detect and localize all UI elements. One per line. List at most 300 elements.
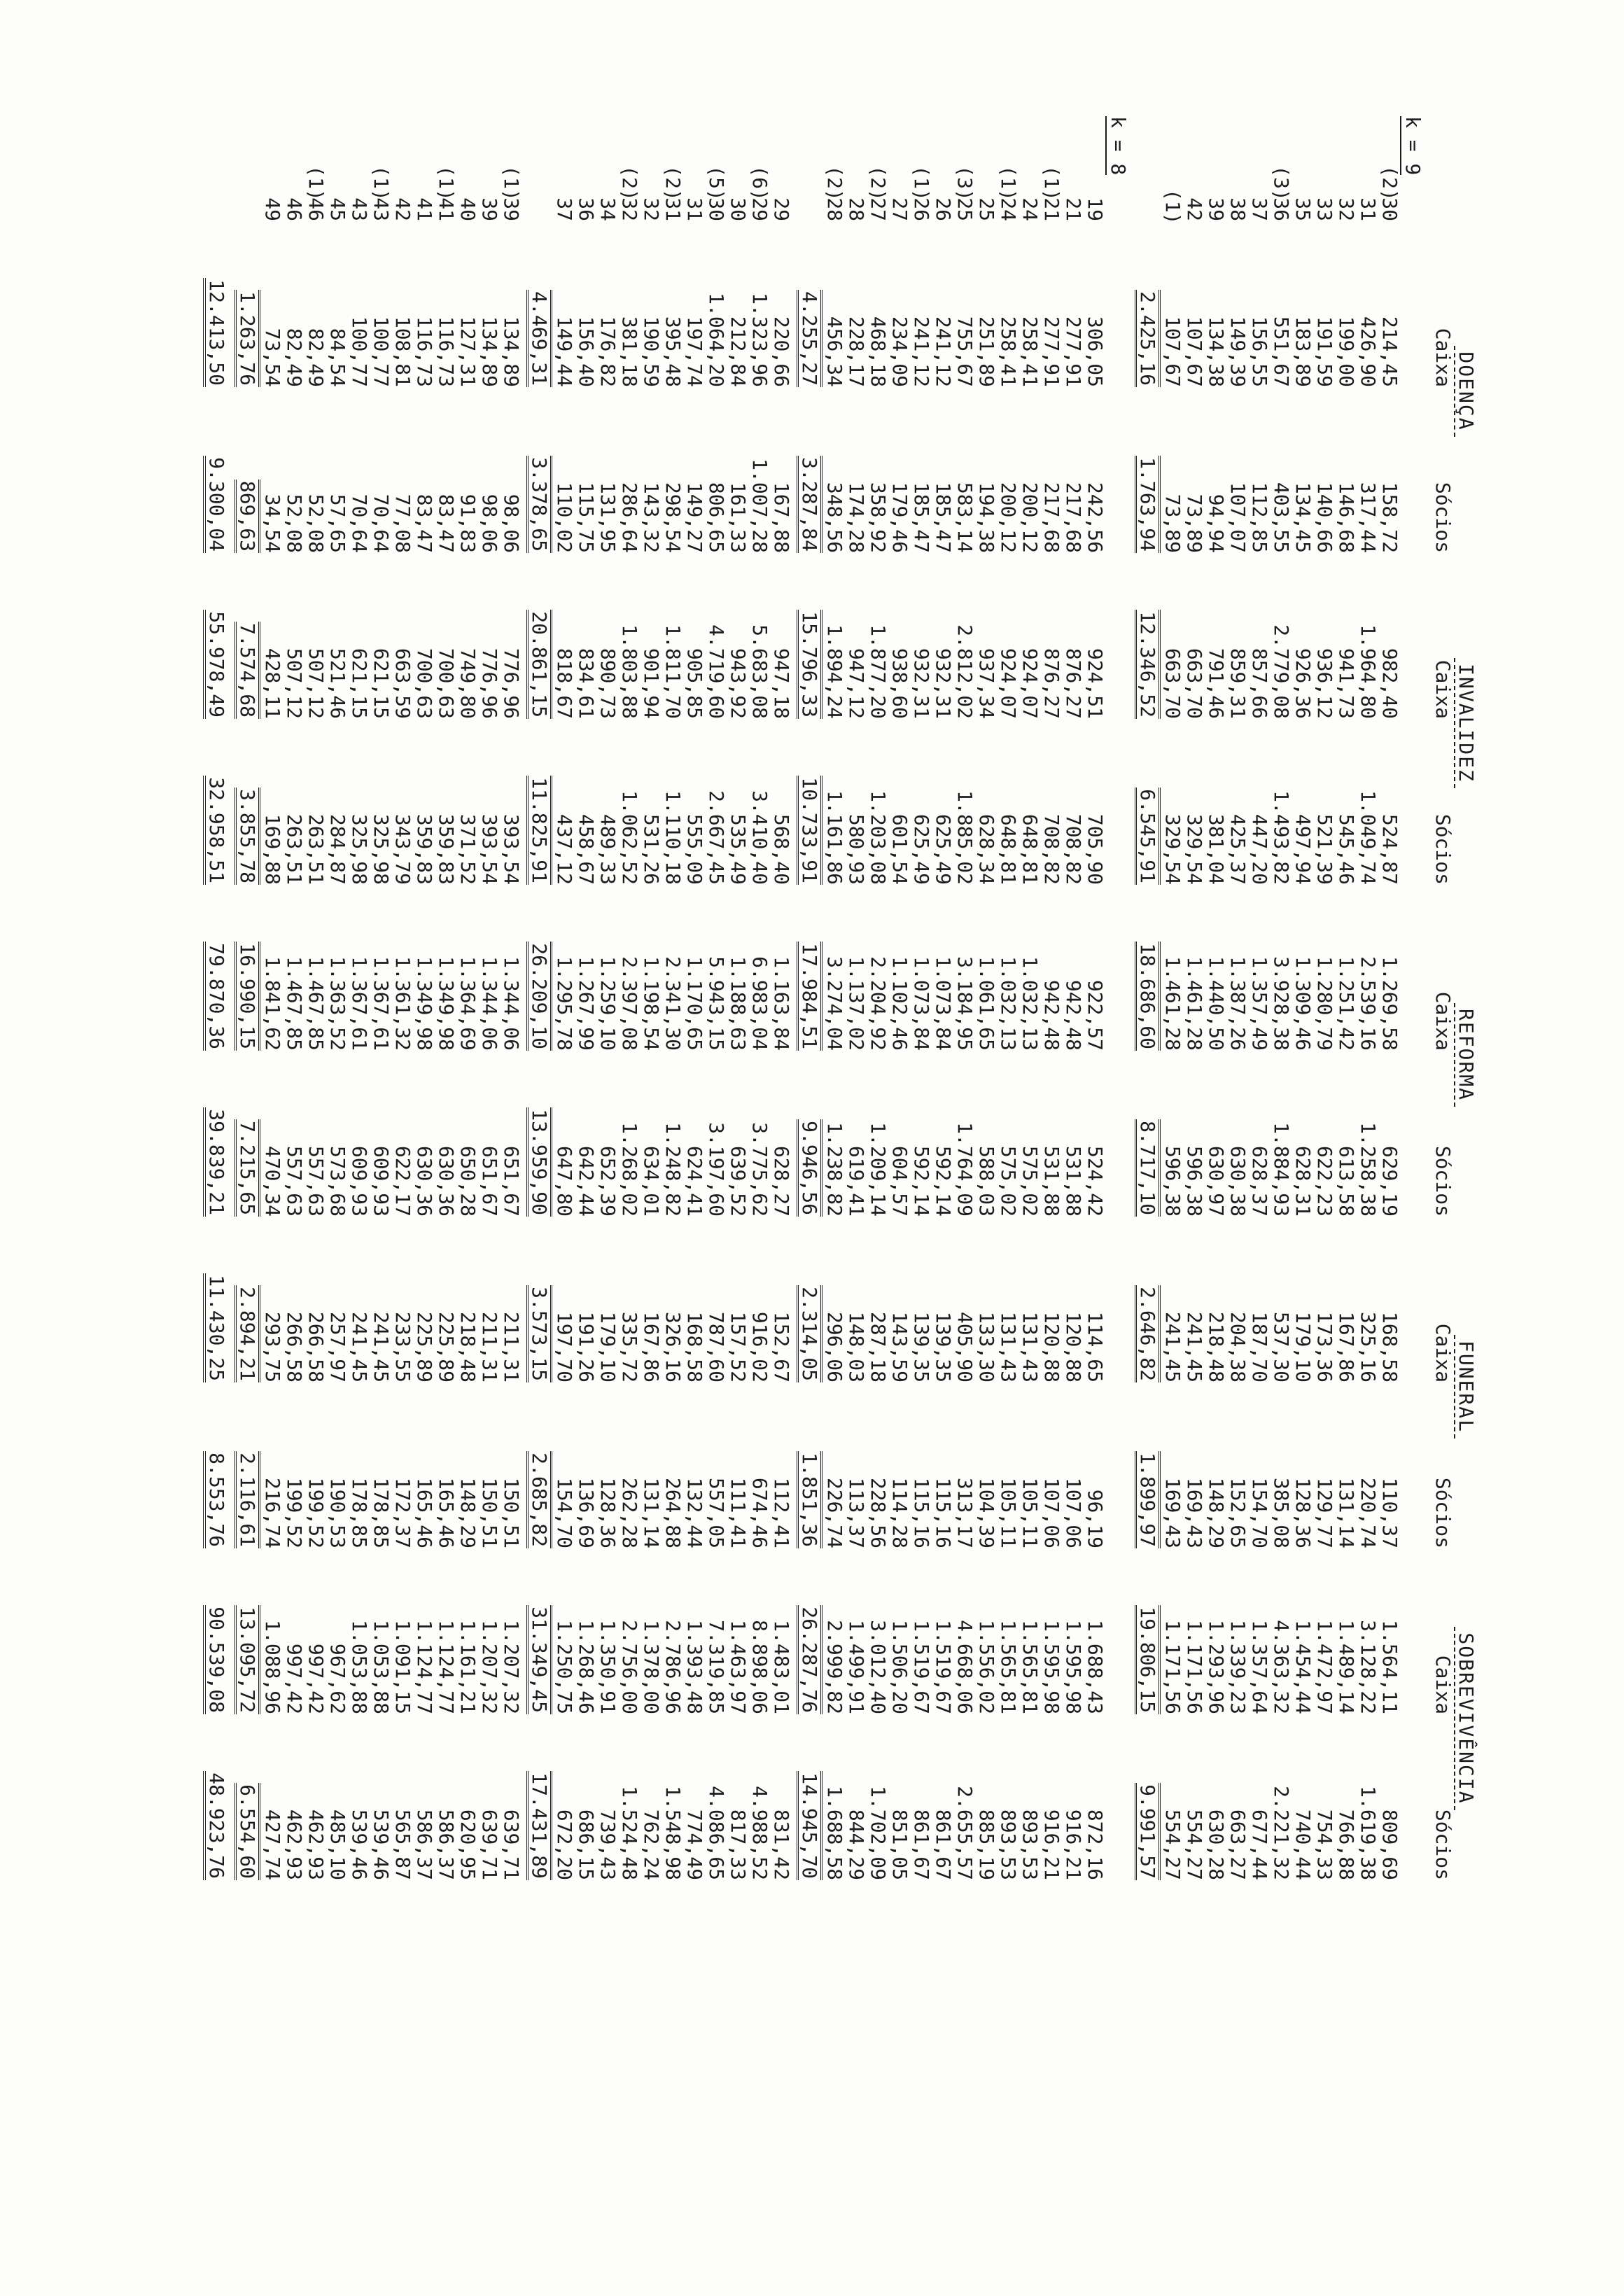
value-cell: 317,44 (1357, 482, 1380, 553)
value-cell: 326,16 (662, 1311, 685, 1382)
value-cell: 776,96 (478, 648, 501, 719)
subtotal-value: 2.314,05 (798, 1287, 821, 1381)
value-cell: 1.250,75 (553, 1620, 576, 1714)
subtotal-cell (792, 1221, 824, 1387)
value-cell: 149,39 (1226, 316, 1250, 387)
table-row (575, 112, 597, 1884)
value-cell: 1.964,80 (1357, 624, 1380, 719)
value-cell: 148,29 (1205, 1477, 1228, 1548)
value-cell: 539,46 (370, 1809, 393, 1880)
table-row (749, 112, 771, 1884)
value-cell: 105,11 (997, 1477, 1020, 1548)
value-cell: 7.319,85 (705, 1620, 728, 1714)
value-cell: 325,98 (370, 813, 393, 885)
value-cell: 3.184,95 (953, 956, 976, 1051)
value-cell: 277,91 (1040, 316, 1063, 387)
value-cell: 1.463,97 (727, 1620, 750, 1714)
value-cell: 648,81 (997, 813, 1020, 885)
row-id: 33 (1313, 197, 1336, 221)
value-cell: 131,43 (997, 1311, 1020, 1382)
value-cell: 1.885,02 (953, 790, 976, 885)
value-cell: 1.268,02 (618, 1122, 641, 1217)
value-cell: 1.171,56 (1161, 1620, 1184, 1714)
row-multiplier-note: (3) (1270, 165, 1293, 201)
value-cell: 134,89 (478, 316, 501, 387)
row-id: 28 (823, 197, 846, 221)
value-cell: 263,51 (304, 813, 328, 885)
value-cell: 104,39 (975, 1477, 998, 1548)
value-cell: 573,68 (326, 1145, 349, 1217)
value-cell: 2.204,92 (867, 956, 890, 1051)
group-title-sobrevivencia: SOBREVIVÊNCIA (1454, 1553, 1477, 1884)
value-cell: 169,88 (261, 813, 284, 885)
value-cell: 241,45 (1161, 1311, 1184, 1382)
value-cell: 890,73 (596, 648, 620, 719)
section-marker-label: k = 8 (1107, 116, 1130, 176)
value-cell: 220,66 (770, 316, 793, 387)
value-cell: 1.519,67 (910, 1620, 933, 1714)
value-cell: 1.803,88 (618, 624, 641, 719)
row-id: 28 (845, 197, 868, 221)
value-cell: 131,95 (596, 482, 620, 553)
value-cell: 1.091,15 (391, 1620, 414, 1714)
row-id: 30 (727, 197, 750, 221)
value-cell: 329,54 (1161, 813, 1184, 885)
table-row (1270, 112, 1292, 1884)
group-title-funeral: FUNERAL (1454, 1221, 1477, 1553)
value-cell: 708,82 (1040, 813, 1063, 885)
row-id-cell (771, 112, 792, 225)
value-cell: 893,53 (997, 1809, 1020, 1880)
value-cell: 393,54 (500, 813, 523, 885)
value-cell: 462,93 (304, 1809, 328, 1880)
value-cell: 1.467,85 (283, 956, 306, 1051)
value-cell: 932,31 (932, 648, 955, 719)
value-cell: 114,65 (1084, 1311, 1107, 1382)
subtotal-value: 11.825,91 (528, 777, 551, 883)
value-cell: 169,43 (1161, 1477, 1184, 1548)
grand-total-value: 48.923,76 (203, 1771, 227, 1880)
value-cell: 113,37 (845, 1477, 868, 1548)
value-cell: 359,83 (413, 813, 436, 885)
value-cell: 754,33 (1313, 1809, 1336, 1880)
value-cell: 111,41 (727, 1477, 750, 1548)
subtotal-cell (230, 723, 262, 889)
table-row (1084, 112, 1106, 1884)
value-cell: 191,59 (1313, 316, 1336, 387)
value-cell: 1.088,96 (261, 1620, 284, 1714)
table-row (824, 112, 846, 1884)
value-cell: 152,65 (1226, 1477, 1250, 1548)
value-cell: 677,44 (1248, 1809, 1271, 1880)
section-marker-label: k = 9 (1401, 116, 1424, 176)
value-cell: 766,88 (1335, 1809, 1358, 1880)
table-row (706, 112, 727, 1884)
value-cell: 942,48 (1040, 979, 1063, 1051)
value-cell: 647,80 (553, 1145, 576, 1217)
column-header: Sócios (1432, 482, 1455, 553)
value-cell: 234,09 (888, 316, 911, 387)
row-id: 43 (370, 197, 393, 221)
value-cell: 809,69 (1378, 1809, 1401, 1880)
value-cell: 1.268,46 (575, 1620, 598, 1714)
value-cell: 531,26 (640, 813, 663, 885)
row-id-cell (640, 112, 662, 225)
value-cell: 942,48 (1062, 979, 1085, 1051)
subtotal-value: 10.733,91 (798, 777, 821, 883)
subtotal-cell (1130, 1718, 1162, 1884)
value-cell: 947,12 (845, 648, 868, 719)
table-row (911, 112, 932, 1884)
subtotal-value: 1.899,97 (1136, 1452, 1159, 1547)
row-id: 46 (304, 197, 328, 221)
value-cell: 148,03 (845, 1311, 868, 1382)
value-cell: 5.683,08 (748, 624, 771, 719)
row-id: 19 (1084, 197, 1107, 221)
table-row (500, 112, 522, 1884)
subtotal-value: 3.855,78 (236, 789, 259, 883)
value-cell: 325,98 (348, 813, 371, 885)
value-cell: 943,92 (727, 648, 750, 719)
value-cell: 257,97 (326, 1311, 349, 1382)
row-id: 34 (596, 197, 620, 221)
grand-total-value: 12.413,50 (203, 278, 227, 387)
group-header-row (1454, 112, 1477, 1884)
row-id-cell (932, 112, 954, 225)
value-cell: 83,47 (435, 493, 458, 553)
subtotal-value: 2.425,16 (1136, 291, 1159, 386)
value-cell: 1.293,96 (1205, 1620, 1228, 1714)
value-cell: 1.595,98 (1040, 1620, 1063, 1714)
value-cell: 134,38 (1205, 316, 1228, 387)
table-row (262, 112, 284, 1884)
value-cell: 100,77 (348, 316, 371, 387)
value-cell: 154,70 (1248, 1477, 1271, 1548)
table-row (457, 112, 479, 1884)
column-header: Caixa (1432, 1655, 1455, 1714)
value-cell: 916,21 (1040, 1809, 1063, 1880)
section-marker-row (1401, 112, 1425, 1884)
value-cell: 149,44 (553, 316, 576, 387)
value-cell: 199,00 (1335, 316, 1358, 387)
value-cell: 639,71 (478, 1809, 501, 1880)
row-id-cell (284, 112, 305, 225)
row-id-cell (846, 112, 867, 225)
table-row (479, 112, 500, 1884)
row-id-cell (349, 112, 370, 225)
value-cell: 4.363,32 (1270, 1620, 1293, 1714)
value-cell: 859,31 (1226, 648, 1250, 719)
value-cell: 110,02 (553, 482, 576, 553)
value-cell: 128,36 (1292, 1477, 1315, 1548)
value-cell: 83,47 (413, 493, 436, 553)
subtotal-cell (792, 889, 824, 1055)
value-cell: 190,53 (326, 1477, 349, 1548)
value-cell: 1.124,77 (413, 1620, 436, 1714)
value-cell: 306,05 (1084, 316, 1107, 387)
value-cell: 672,20 (553, 1809, 576, 1880)
value-cell: 507,12 (283, 648, 306, 719)
value-cell: 277,91 (1062, 316, 1085, 387)
row-id-cell (597, 112, 619, 225)
row-id-cell (1314, 112, 1336, 225)
subtotal-value: 2.116,61 (236, 1452, 259, 1547)
value-cell: 3.197,60 (705, 1122, 728, 1217)
row-multiplier-note: (1) (1040, 165, 1063, 201)
subtotal-cell (522, 1387, 554, 1553)
value-cell: 200,12 (997, 482, 1020, 553)
value-cell: 84,54 (326, 328, 349, 387)
value-cell: 105,11 (1018, 1477, 1042, 1548)
subtotal-label-cell (792, 112, 824, 225)
value-cell: 592,14 (910, 1145, 933, 1217)
value-cell: 470,34 (261, 1145, 284, 1217)
contributions-table (203, 112, 1477, 1884)
value-cell: 52,08 (283, 493, 306, 553)
value-cell: 1.877,20 (867, 624, 890, 719)
value-cell: 179,10 (1292, 1311, 1315, 1382)
row-id: 27 (888, 197, 911, 221)
value-cell: 628,31 (1292, 1145, 1315, 1217)
value-cell: 174,28 (845, 482, 868, 553)
value-cell: 225,89 (435, 1311, 458, 1382)
value-cell: 967,62 (326, 1643, 349, 1714)
value-cell: 1.350,91 (596, 1620, 620, 1714)
value-cell: 1.472,97 (1313, 1620, 1336, 1714)
table-row (662, 112, 684, 1884)
row-id: 26 (910, 197, 933, 221)
value-cell: 131,14 (1335, 1477, 1358, 1548)
row-id-cell (262, 112, 284, 225)
value-cell: 774,49 (683, 1809, 706, 1880)
value-cell: 77,08 (391, 493, 414, 553)
row-id-cell (1379, 112, 1401, 225)
subtotal-value: 2.685,82 (528, 1452, 551, 1547)
value-cell: 997,42 (283, 1643, 306, 1714)
value-cell: 1.053,88 (370, 1620, 393, 1714)
value-cell: 242,56 (1084, 482, 1107, 553)
subtotal-cell (1130, 557, 1162, 723)
value-cell: 1.163,84 (770, 956, 793, 1051)
value-cell: 1.595,98 (1062, 1620, 1085, 1714)
subtotal-value: 4.469,31 (528, 291, 551, 386)
value-cell: 1.524,48 (618, 1786, 641, 1880)
value-cell: 156,40 (575, 316, 598, 387)
value-cell: 834,61 (575, 648, 598, 719)
group-title-doenca: DOENÇA (1454, 225, 1477, 557)
table-row (1227, 112, 1249, 1884)
value-cell: 3.274,04 (823, 956, 846, 1051)
table-row (1205, 112, 1227, 1884)
subtotal-value: 13.095,72 (236, 1606, 259, 1713)
row-id: 25 (953, 197, 976, 221)
value-cell: 700,63 (435, 648, 458, 719)
subtotal-cell (230, 889, 262, 1055)
row-id: 49 (261, 197, 284, 221)
subtotal-cell (230, 1221, 262, 1387)
value-cell: 818,67 (553, 648, 576, 719)
value-cell: 150,51 (478, 1477, 501, 1548)
value-cell: 639,52 (727, 1145, 750, 1217)
value-cell: 787,60 (705, 1311, 728, 1382)
value-cell: 169,43 (1183, 1477, 1206, 1548)
value-cell: 663,70 (1183, 648, 1206, 719)
value-cell: 1.506,20 (888, 1620, 911, 1714)
subtotal-value: 12.346,52 (1136, 611, 1159, 718)
value-cell: 154,70 (553, 1477, 576, 1548)
subtotal-cell (230, 1553, 262, 1718)
subtotal-cell (522, 723, 554, 889)
value-cell: 134,45 (1292, 482, 1315, 553)
value-cell: 70,64 (370, 493, 393, 553)
value-cell: 521,46 (326, 648, 349, 719)
value-cell: 639,71 (500, 1809, 523, 1880)
row-id: 42 (391, 197, 414, 221)
value-cell: 596,38 (1161, 1145, 1184, 1217)
marker-filler (1401, 225, 1425, 1884)
value-cell: 262,28 (618, 1477, 641, 1548)
value-cell: 629,19 (1378, 1145, 1401, 1217)
value-cell: 128,36 (596, 1477, 620, 1548)
value-cell: 2.999,82 (823, 1620, 846, 1714)
value-cell: 157,52 (727, 1311, 750, 1382)
row-id: 42 (1183, 197, 1206, 221)
value-cell: 197,70 (553, 1311, 576, 1382)
value-cell: 228,56 (867, 1477, 890, 1548)
value-cell: 1.349,98 (413, 956, 436, 1051)
row-id-cell (500, 112, 522, 225)
value-cell: 1.811,70 (662, 624, 685, 719)
value-cell: 456,34 (823, 316, 846, 387)
value-cell: 132,44 (683, 1477, 706, 1548)
value-cell: 1.378,00 (640, 1620, 663, 1714)
value-cell: 5.943,15 (705, 956, 728, 1051)
subtotal-value: 13.959,90 (528, 1109, 551, 1215)
value-cell: 428,11 (261, 648, 284, 719)
value-cell: 403,55 (1270, 482, 1293, 553)
row-multiplier-note: (3) (953, 165, 976, 201)
value-cell: 1.207,32 (500, 1620, 523, 1714)
value-cell: 568,40 (770, 813, 793, 885)
value-cell: 1.364,69 (456, 956, 479, 1051)
value-cell: 148,29 (456, 1477, 479, 1548)
value-cell: 115,16 (910, 1477, 933, 1548)
subtotal-value: 15.796,33 (798, 611, 821, 718)
column-header: Caixa (1432, 991, 1455, 1051)
value-cell: 1.259,10 (596, 956, 620, 1051)
value-cell: 1.565,81 (1018, 1620, 1042, 1714)
column-header: Caixa (1432, 659, 1455, 719)
grand-total-cell (203, 889, 230, 1055)
value-cell: 1.280,79 (1313, 956, 1336, 1051)
value-cell: 1.203,08 (867, 790, 890, 885)
value-cell: 286,64 (618, 482, 641, 553)
row-id-cell (889, 112, 911, 225)
marker-filler (1106, 225, 1130, 1884)
subtotal-value: 20.861,15 (528, 611, 551, 718)
value-cell: 583,14 (953, 482, 976, 553)
value-cell: 489,33 (596, 813, 620, 885)
value-cell: 241,12 (932, 316, 955, 387)
value-cell: 539,46 (348, 1809, 371, 1880)
value-cell: 197,74 (683, 316, 706, 387)
value-cell: 437,12 (553, 813, 576, 885)
value-cell: 2.812,02 (953, 624, 976, 719)
value-cell: 1.323,96 (748, 293, 771, 387)
value-cell: 592,14 (932, 1145, 955, 1217)
subtotal-value: 18.686,60 (1136, 943, 1159, 1049)
row-id: 26 (932, 197, 955, 221)
table-row (640, 112, 662, 1884)
value-cell: 218,48 (456, 1311, 479, 1382)
subtotal-cell (522, 889, 554, 1055)
row-id: 29 (770, 197, 793, 221)
value-cell: 140,66 (1313, 482, 1336, 553)
row-id-cell (1162, 112, 1184, 225)
table-row (619, 112, 640, 1884)
value-cell: 926,36 (1292, 648, 1315, 719)
subtotal-cell (792, 1553, 824, 1718)
table-row (1336, 112, 1357, 1884)
grand-total-cell (203, 1553, 230, 1718)
subtotal-value: 2.646,82 (1136, 1287, 1159, 1381)
value-cell: 218,48 (1205, 1311, 1228, 1382)
subtotal-cell (522, 225, 554, 391)
subtotal-cell (1130, 1553, 1162, 1718)
table-row (771, 112, 792, 1884)
row-id-cell (479, 112, 500, 225)
value-cell: 199,52 (283, 1477, 306, 1548)
value-cell: 146,68 (1335, 482, 1358, 553)
value-cell: 932,31 (910, 648, 933, 719)
value-cell: 1.367,61 (348, 956, 371, 1051)
value-cell: 997,42 (304, 1643, 328, 1714)
value-cell: 686,15 (575, 1809, 598, 1880)
row-id: 36 (575, 197, 598, 221)
value-cell: 156,55 (1248, 316, 1271, 387)
value-cell: 108,81 (391, 316, 414, 387)
row-id: 39 (1205, 197, 1228, 221)
subtotal-label-cell (1130, 112, 1162, 225)
row-multiplier-note: (1) (997, 165, 1020, 201)
value-cell: 1.688,58 (823, 1786, 846, 1880)
grand-total-row (203, 112, 230, 1884)
row-id: 37 (553, 197, 576, 221)
value-cell: 94,94 (1205, 493, 1228, 553)
row-id: 30 (705, 197, 728, 221)
row-multiplier-note: (1) (500, 165, 523, 201)
value-cell: 650,28 (456, 1145, 479, 1217)
value-cell: 1.309,46 (1292, 956, 1315, 1051)
row-multiplier-note: (1) (1161, 189, 1184, 225)
table-row (889, 112, 911, 1884)
value-cell: 1.519,67 (932, 1620, 955, 1714)
value-cell: 133,30 (975, 1311, 998, 1382)
value-cell: 165,46 (413, 1477, 436, 1548)
value-cell: 264,88 (662, 1477, 685, 1548)
grand-total-cell (203, 391, 230, 557)
value-cell: 642,44 (575, 1145, 598, 1217)
subtotal-label-cell (522, 112, 554, 225)
value-cell: 359,83 (435, 813, 458, 885)
value-cell: 143,32 (640, 482, 663, 553)
value-cell: 3.775,62 (748, 1122, 771, 1217)
subtotal-cell (792, 1387, 824, 1553)
value-cell: 343,79 (391, 813, 414, 885)
value-cell: 1.137,02 (845, 956, 868, 1051)
value-cell: 555,09 (683, 813, 706, 885)
subtotal-cell (522, 1718, 554, 1884)
